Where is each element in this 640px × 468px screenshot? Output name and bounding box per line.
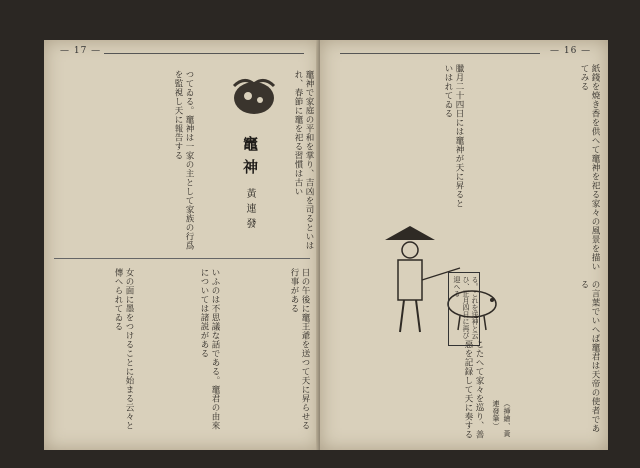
annotation-text: る。これを送神と云ひ、正月四日に再び迎へる — [453, 276, 479, 339]
page-number-left: — 17 — — [60, 46, 102, 56]
text-column: 竈神で家庭の平和を掌り、吉凶を司るといはれ、春節に竈を祀る習慣は古い — [293, 70, 314, 250]
illustration-caption: （挿繪、黃連發筆） — [492, 400, 511, 438]
article-title: 竈神 — [241, 136, 259, 182]
text-column: いふのは不思議な話である。竈君の由來については諸説がある — [199, 268, 220, 430]
header-rule-left — [104, 53, 304, 54]
text-column: つてゐる。竈神は一家の主として家族の行爲を監視し天に報告する — [173, 70, 194, 250]
page-number-right: — 16 — — [550, 46, 592, 56]
text-column: こたへて家々を巡り、善惡を記録して天に奏する — [463, 340, 484, 439]
left-page — [44, 40, 320, 450]
text-column: 紙錢を焼き香を供へて竈神を祀る家々の風景を描いてみる — [579, 64, 600, 271]
text-column: 日の午後に竈王爺を送つて天に昇らせる行事がある — [289, 268, 310, 430]
article-author: 黃連發 — [244, 188, 255, 233]
header-rule-right — [340, 53, 540, 54]
section-divider — [54, 258, 310, 259]
text-column: の言葉でいへば竈君は天帝の使者である — [579, 280, 600, 433]
text-column: 臘月二十四日には竈神が天に昇るといはれてゐる — [443, 64, 464, 208]
illustration-figure-with-pig — [380, 220, 500, 340]
right-page — [320, 40, 608, 450]
text-column: 女の面に墨をつけることに始まる云々と傳へられてゐる — [113, 268, 134, 430]
